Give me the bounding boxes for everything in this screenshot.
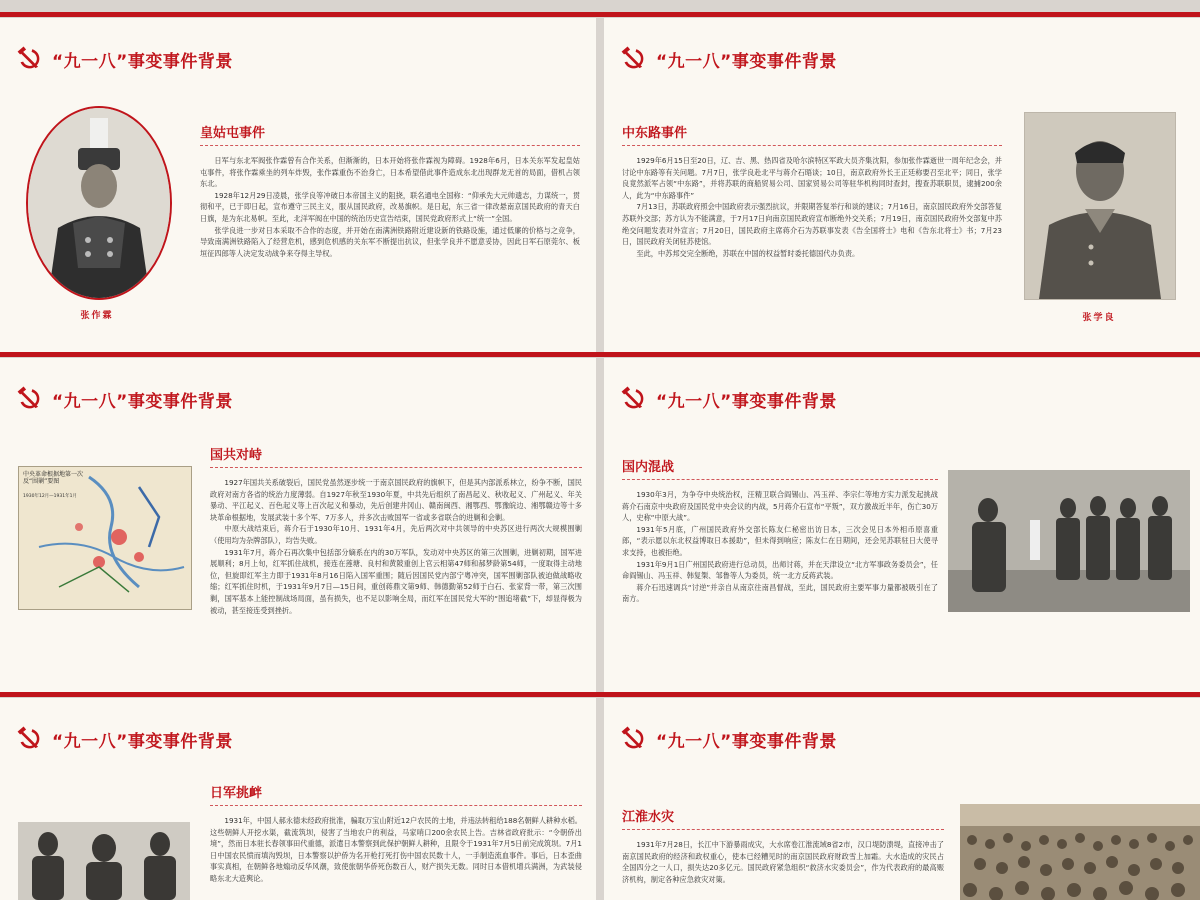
map-image bbox=[18, 466, 192, 610]
paragraph: 1931年，中国人郝永德未经政府批准，骗取万宝山附近12户农民的土地，并违法转租给188名朝鲜人耕种水稻。这些朝鲜人开挖水渠，截流筑坝，侵害了当地农户的利益，马家哨口200余农民上告。吉林省政府批示：“令朝侨出境”，然而日本驻长春领事田代重德，派遣日本警察到此保护朝鲜人耕种，且限令于1931年7月5日前完成筑坝。7月1日中国农民愤而填沟毁坝，日本警察以护侨为名开枪打死打伤中国农民数十人，一手制造流血事件。事后，日本歪曲事实真相，在朝鲜各地煽动反华风潮，致使旅朝华侨死伤数百人，财产损失无数。同时日本借机增兵满洲，为武装侵略东北大造舆论。 bbox=[210, 816, 582, 883]
hammer-sickle-icon bbox=[16, 726, 42, 752]
slide-guogong[interactable] bbox=[0, 358, 596, 692]
hammer-sickle-icon bbox=[620, 726, 646, 752]
section-rule bbox=[200, 145, 580, 147]
section-rule bbox=[622, 829, 944, 831]
section-body bbox=[622, 489, 938, 605]
section-rule bbox=[210, 805, 582, 807]
section-title: 日军挑衅 bbox=[210, 786, 263, 801]
slide-header bbox=[620, 46, 837, 72]
hammer-sickle-icon bbox=[16, 386, 42, 412]
paragraph: 1931年7月28日，长江中下游暴雨成灾，大水席卷江淮流域8省2市，汉口堤防溃堤，直接冲击了南京国民政府的经济和政权重心，使本已经糟见时的南京国民政府财政雪上加霜。大水造成的灾民占全国四分之一人口，损失达20多亿元。国民政府紧急组织“救济水灾委员会”，作为代表政府的最高赈济机构，制定各种应急救灾对策。 bbox=[622, 840, 944, 884]
paragraph: 1928年12月29日凌晨，张学良等冲破日本帝国主义的阻挠，联名通电全国称：“仰承先大元帅遗志，力谋统一，贯彻和平，已于即日起，宣布遵守三民主义，服从国民政府，改易旗帜。是日起，东三省一律改悬南京国民政府的青天白日旗，是为东北易帜。至此，北洋军阀在中国的统治历史宣告结束，国民党政府形式上“统一”全国。 bbox=[200, 190, 580, 223]
slide-separator bbox=[0, 352, 1200, 357]
portrait-photo bbox=[1024, 112, 1176, 300]
map-date: 1930年12月—1931年1月 bbox=[23, 494, 77, 499]
portrait-caption: 张学良 bbox=[1082, 313, 1116, 323]
slide-hunzhan[interactable] bbox=[604, 358, 1200, 692]
paragraph: 1931年5月底，广州国民政府外交部长陈友仁秘密出访日本，三次会见日本外相币原喜重郎，“表示愿以东北权益博取日本援助”，但未得到响应；陈友仁在日期间，还会见苏联驻日大使寻求支持，也被拒绝。 bbox=[622, 524, 938, 557]
slide-huanggutun[interactable] bbox=[0, 18, 596, 352]
slide-rijun-tiaoxin[interactable] bbox=[0, 698, 596, 900]
portrait-caption: 张作霖 bbox=[80, 311, 114, 321]
paragraph: 蒋介石迅速调兵“讨逆”并亲自从南京往南昌督战，至此，国民政府主要军事力量都被吸引在了南方。 bbox=[622, 582, 938, 604]
section bbox=[200, 122, 580, 259]
section-title: 国内混战 bbox=[622, 460, 675, 475]
flood-crowd-photo bbox=[960, 804, 1200, 900]
slide-jianghuai-shuizai[interactable] bbox=[604, 698, 1200, 900]
slide-separator bbox=[0, 692, 1200, 697]
section-rule bbox=[622, 479, 938, 481]
slide-header bbox=[16, 386, 233, 412]
section-body bbox=[210, 477, 582, 616]
paragraph: 1931年9月1日广州国民政府进行总动员，出师讨蒋，并在天津设立“北方军事政务委员会”，任命阎锡山、冯玉祥、韩复榘、邹鲁等人为委员，统一北方反蒋武装。 bbox=[622, 559, 938, 581]
slide-header bbox=[620, 726, 837, 752]
slide-title: “九一八”事变事件背景 bbox=[656, 51, 837, 72]
hammer-sickle-icon bbox=[620, 386, 646, 412]
slide-title: “九一八”事变事件背景 bbox=[52, 391, 233, 412]
paragraph: 日军与东北军阀张作霖曾有合作关系，但渐渐的，日本开始将张作霖视为障碍。1928年6月，日本关东军发起皇姑屯事件，将张作霖乘坐的列车炸毁，张作霖重伤不治身亡，日本希望借此事件造成东北出现群龙无首的局面，借机占领东北。 bbox=[200, 156, 580, 189]
map-title: 中央革命根据地第一次反“围剿”要图 bbox=[23, 471, 84, 485]
slide-title: “九一八”事变事件背景 bbox=[656, 391, 837, 412]
section-body bbox=[622, 839, 944, 885]
slide-header bbox=[16, 46, 233, 72]
section-rule bbox=[210, 467, 582, 469]
section-body bbox=[200, 155, 580, 259]
section bbox=[622, 456, 938, 605]
section-rule bbox=[622, 145, 1002, 147]
slide-header bbox=[620, 386, 837, 412]
paragraph: 中原大战结束后，蒋介石于1930年10月、1931年4月，先后两次对中共领导的中央苏区进行两次大规模围剿（使用均为杂牌部队），均告失败。 bbox=[210, 524, 582, 545]
section bbox=[210, 782, 582, 885]
paragraph: 1929年6月15日至20日，辽、吉、黑、热四省及哈尔滨特区军政大员齐集沈阳，参加张作霖逝世一周年纪念会，并讨论中东路等有关问题。7月7日，张学良赴北平与蒋介石晤谈；10日，南京政府外长王正廷称要召至北平；同日，张学良竟然派军占领“中东路”，并将苏联的商船贸易公司、国家贸易公司等驻华机构同时查封，搜查苏联职员，逮捕200余人，此为“中东路事件” bbox=[622, 156, 1002, 200]
paragraph: 7月13日，苏联政府照会中国政府表示强烈抗议，并限期答复举行和谈的建议；7月16日，南京国民政府外交部答复苏联外交部；苏方认为不能满意，于7月17日向南京国民政府宣布断绝外交关系；7月19日，南京国民政府外交部复中苏绝交问题发表对外宣言；7月20日，国民政府主席蒋介石为苏联事发表《告全国将士》电和《告东北将士》书；7月23日，国民政府关闭驻苏使馆。 bbox=[622, 202, 1002, 247]
section-title: 中东路事件 bbox=[622, 126, 688, 141]
paragraph: 1930年3月，为争夺中央统治权，汪精卫联合阎锡山、冯玉祥、李宗仁等地方实力派发起挑战蒋介石南京中央政府及国民党中央会议的内战，5月蒋介石宣布“平叛”，双方激战近半年，伤亡30万人，史称“中原大战”。 bbox=[622, 490, 938, 523]
slide-header bbox=[16, 726, 233, 752]
section-title: 江淮水灾 bbox=[622, 810, 675, 825]
paragraph: 张学良进一步对日本采取不合作的态度，并开始在南满洲铁路附近建设新的铁路设施，通过低廉的价格与之竞争，导致南满洲铁路陷入了经营危机，感到危机感的关东军不断提出抗议，但张学良并不愿意妥协，因此日军石原莞尔、板垣征四郎等人决定发动战争来夺得主导权。 bbox=[200, 225, 580, 258]
group-photo bbox=[18, 822, 190, 900]
hammer-sickle-icon bbox=[620, 46, 646, 72]
paragraph: 1931年7月，蒋介石再次集中包括部分嫡系在内的30万军队，发动对中央苏区的第三次围剿，进剿初期，国军进展顺利；8月上旬，红军抓住战机，接连在莲塘、良村和黄陂重创上官云相第47师和郝梦龄第54师，一度取得主动地位，但旋即红军主力即于1931年8月16日陷入国军重围；随后因国民党内部宁粤冲突，国军围剿部队被迫做战略收缩；红军抓住时机，于1931年9月7日—15日间，重创蒋鼎文第9师、韩德勤第52师于白石、张家背一带，第三次围剿，国军基本上能控制战场局面，虽有损失，也不足以影响全局，而红军在国民党大军的“围追堵截”下，却显得极为被动，甚至接连受到挫折。 bbox=[210, 547, 582, 615]
section-title: 国共对峙 bbox=[210, 448, 263, 463]
slide-separator bbox=[0, 12, 1200, 17]
section bbox=[622, 806, 944, 885]
section-body bbox=[210, 815, 582, 885]
soldiers-photo bbox=[948, 470, 1190, 612]
section bbox=[210, 444, 582, 616]
paragraph: 1927年国共关系破裂后，国民党虽然逐步统一于南京国民政府的旗帜下，但是其内部派系林立，纷争不断，国民政府对南方各省的统治力度薄弱。自1927年秋至1930年夏，中共先后组织了南昌起义、秋收起义、广州起义、年关暴动、平江起义、百色起义等上百次起义和暴动，先后创建井冈山、赣南闽西、湘鄂西、鄂豫皖边、湘鄂赣边等十多块革命根据地，发展武装十多个军、7万多人，并多次击败国军一省或多省联合的进剿和会剿。 bbox=[210, 478, 582, 522]
slide-title: “九一八”事变事件背景 bbox=[52, 51, 233, 72]
section bbox=[622, 122, 1002, 259]
portrait-photo bbox=[26, 106, 172, 300]
slide-title: “九一八”事变事件背景 bbox=[656, 731, 837, 752]
section-title: 皇姑屯事件 bbox=[200, 126, 266, 141]
slide-zhongdonglu[interactable] bbox=[604, 18, 1200, 352]
slide-title: “九一八”事变事件背景 bbox=[52, 731, 233, 752]
section-body bbox=[622, 155, 1002, 259]
hammer-sickle-icon bbox=[16, 46, 42, 72]
paragraph: 至此，中苏邦交完全断绝，苏联在中国的权益暂时委托德国代办负责。 bbox=[636, 248, 860, 258]
